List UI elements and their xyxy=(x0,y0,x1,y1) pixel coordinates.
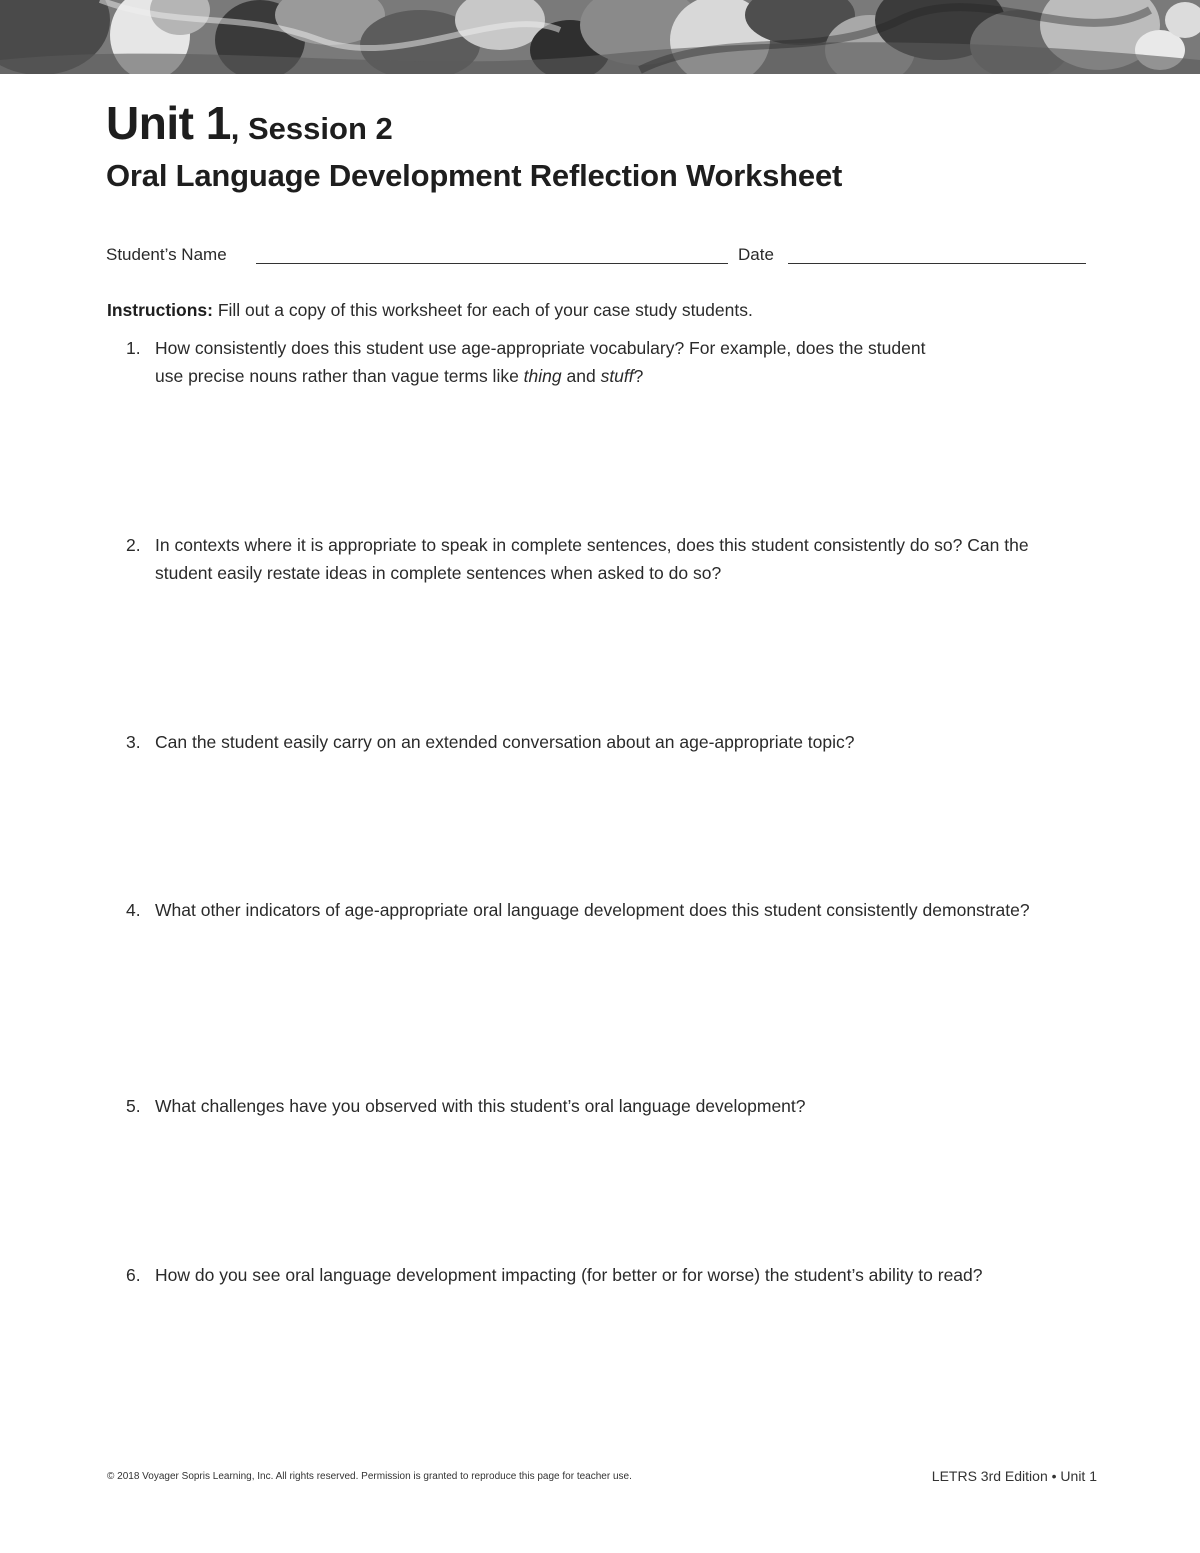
question-3 xyxy=(126,728,1086,756)
question-text: What other indicators of age-appropriate oral language development does this student consistently demonstrate? xyxy=(155,900,1030,920)
question-number: 3. xyxy=(126,732,141,752)
student-name-label: Student’s Name xyxy=(106,245,227,264)
edition-label: LETRS 3rd Edition • Unit 1 xyxy=(931,1468,1097,1484)
instructions-text: Fill out a copy of this worksheet for each of your case study students. xyxy=(212,300,753,320)
student-name-line[interactable] xyxy=(256,263,728,264)
question-number: 1. xyxy=(126,338,141,358)
question-text: In contexts where it is appropriate to speak in complete sentences, does this student consistently do so? Can the student easily restate ideas in complete sentences when asked to do so? xyxy=(155,535,1029,583)
instructions-label: Instructions: xyxy=(107,300,213,320)
question-line-2: use precise nouns rather than vague terms like xyxy=(155,366,524,386)
question-number: 5. xyxy=(126,1096,141,1116)
unit-label: Unit 1 xyxy=(106,97,231,149)
question-line-1: How consistently does this student use age-appropriate vocabulary? For example, does the student xyxy=(155,338,926,358)
page-footer xyxy=(107,1468,1097,1488)
question-text: What challenges have you observed with this student’s oral language development? xyxy=(155,1096,806,1116)
question-text xyxy=(155,334,1086,390)
question-text: How do you see oral language development impacting (for better or for worse) the student’s ability to read? xyxy=(155,1265,983,1285)
term-thing: thing xyxy=(523,366,562,386)
question-5 xyxy=(126,1092,1086,1120)
session-label: , Session 2 xyxy=(230,111,393,146)
copyright-notice: © 2018 Voyager Sopris Learning, Inc. All rights reserved. Permission is granted to reproduce this page for teacher use. xyxy=(107,1471,632,1482)
worksheet-heading xyxy=(106,97,1106,194)
question-1 xyxy=(126,334,1086,390)
date-label: Date xyxy=(738,245,774,264)
question-2 xyxy=(126,531,1086,587)
worksheet-subtitle: Oral Language Development Reflection Worksheet xyxy=(106,158,843,193)
question-end: ? xyxy=(633,366,644,386)
header-artwork-banner xyxy=(0,0,1200,74)
question-number: 2. xyxy=(126,535,141,555)
question-number: 6. xyxy=(126,1265,141,1285)
student-info-fields xyxy=(106,244,1086,268)
question-number: 4. xyxy=(126,900,141,920)
question-6 xyxy=(126,1261,1086,1289)
banner-artwork xyxy=(0,0,1200,74)
term-conjunction: and xyxy=(561,366,601,386)
instructions xyxy=(107,298,1097,322)
question-text: Can the student easily carry on an extended conversation about an age-appropriate topic? xyxy=(155,732,855,752)
term-stuff: stuff xyxy=(600,366,634,386)
question-4 xyxy=(126,896,1086,924)
date-line[interactable] xyxy=(788,263,1086,264)
unit-session-title xyxy=(106,97,1106,149)
